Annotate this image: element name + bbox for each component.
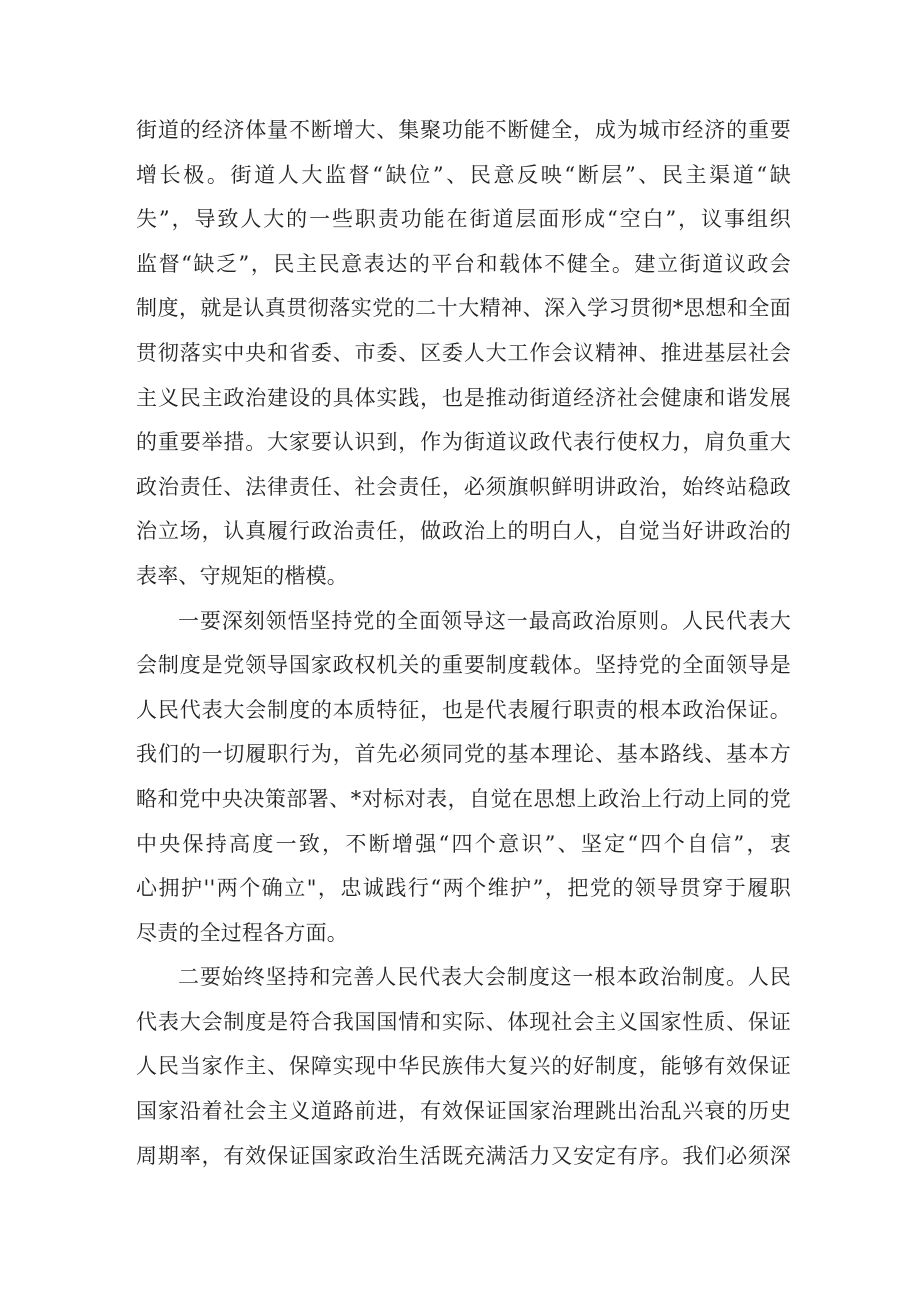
text-line: 会制度是党领导国家政权机关的重要制度载体。坚持党的全面领导是 [136, 653, 791, 678]
text-line: 周期率，有效保证国家政治生活既充满活力又安定有序。我们必须深 [136, 1143, 791, 1168]
paragraph-1 [136, 108, 791, 599]
text-line: 尽责的全过程各方面。 [136, 920, 348, 945]
text-line: 制度，就是认真贯彻落实党的二十大精神、深入学习贯彻*思想和全面 [136, 296, 791, 321]
text-line: 人民代表大会制度的本质特征，也是代表履行职责的根本政治保证。 [136, 697, 791, 722]
text-line: 失”，导致人大的一些职责功能在街道层面形成“空白”，议事组织 [136, 207, 791, 232]
text-line: 人民当家作主、保障实现中华民族伟大复兴的好制度，能够有效保证 [136, 1054, 791, 1079]
text-line: 我们的一切履职行为，首先必须同党的基本理论、基本路线、基本方 [136, 742, 791, 767]
text-line: 表率、守规矩的楷模。 [136, 563, 348, 588]
paragraph-3 [136, 955, 791, 1178]
text-line: 监督“缺乏”，民主民意表达的平台和载体不健全。建立街道议政会 [136, 251, 791, 276]
text-line: 代表大会制度是符合我国国情和实际、体现社会主义国家性质、保证 [136, 1009, 791, 1034]
text-line: 政治责任、法律责任、社会责任，必须旗帜鲜明讲政治，始终站稳政 [136, 474, 791, 499]
text-line: 的重要举措。大家要认识到，作为街道议政代表行使权力，肩负重大 [136, 430, 791, 455]
text-line: 主义民主政治建设的具体实践，也是推动街道经济社会健康和谐发展 [136, 385, 791, 410]
text-line: 增长极。街道人大监督“缺位”、民意反映“断层”、民主渠道“缺 [136, 162, 791, 187]
text-line: 贯彻落实中央和省委、市委、区委人大工作会议精神、推进基层社会 [136, 340, 791, 365]
text-line: 国家沿着社会主义道路前进，有效保证国家治理跳出治乱兴衰的历史 [136, 1099, 791, 1124]
text-line: 二要始终坚持和完善人民代表大会制度这一根本政治制度。人民 [178, 965, 791, 990]
text-line: 心拥护''两个确立"，忠诚践行“两个维护”，把党的领导贯穿于履职 [136, 876, 791, 901]
text-line: 中央保持高度一致，不断增强“四个意识”、坚定“四个自信”，衷 [136, 831, 791, 856]
paragraph-2 [136, 599, 791, 956]
text-line: 治立场，认真履行政治责任，做政治上的明白人，自觉当好讲政治的 [136, 519, 791, 544]
text-line: 街道的经济体量不断增大、集聚功能不断健全，成为城市经济的重要 [136, 118, 791, 142]
text-line: 一要深刻领悟坚持党的全面领导这一最高政治原则。人民代表大 [178, 608, 791, 633]
document-body [136, 108, 791, 1178]
text-line: 略和党中央决策部署、*对标对表，自觉在思想上政治上行动上同的党 [136, 786, 791, 811]
